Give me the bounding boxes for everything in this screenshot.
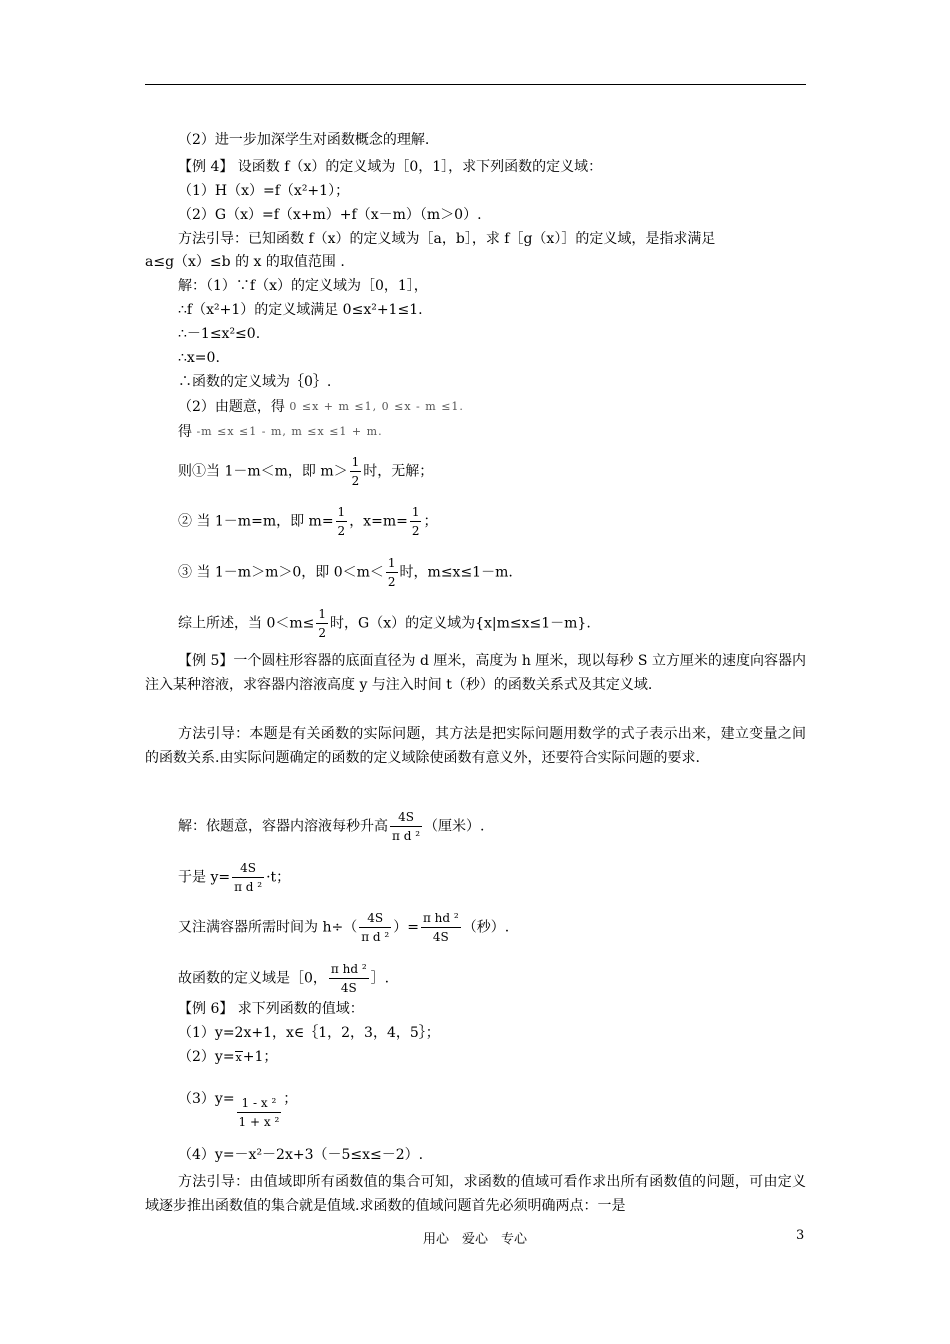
example-5-paragraph: 【例 5】一个圆柱形容器的底面直径为 d 厘米，高度为 h 厘米，现以每秒 S 立方厘米的速度向容器内注入某种溶液，求容器内溶液高度 y 与注入时间 t（秒）的函数关系式及其定义域.	[145, 653, 806, 693]
text-line: （2）y=x+1；	[178, 1049, 278, 1065]
fraction: $\frac{\text{π hd ²}}{4S}$	[422, 911, 459, 944]
text-line: 于是 y= $\frac{4S}{\text{π d ²}}$ ·t；	[178, 861, 291, 894]
fraction: $\frac{4S}{\text{π d ²}}$	[392, 810, 421, 843]
text-line: 故函数的定义域是［0， $\frac{\text{π hd ²}}{4S}$ ］.	[178, 962, 390, 995]
text-line: 解：依题意，容器内溶液每秒升高 $\frac{4S}{\text{π d ²}}$ （厘米）.	[178, 810, 485, 843]
text-line: 方法引导：已知函数 f（x）的定义域为［a，b］，求 f［g（x）］的定义域，是指求满足	[178, 231, 716, 247]
text-line: （2）G（x）=f（x+m）+f（x－m）（m＞0）.	[178, 207, 482, 223]
equation-system: -m ≤x ≤1 - m, m ≤x ≤1 + m.	[196, 425, 383, 438]
text-line: 则①当 1－m＜m，即 m＞ $\frac{1}{2}$ 时，无解；	[178, 455, 434, 488]
text-line: ∴x=0.	[178, 350, 220, 366]
text-line: （4）y=－x²－2x+3（－5≤x≤－2）.	[178, 1147, 424, 1163]
page-footer: 用心 爱心 专心	[422, 1232, 527, 1247]
page-number: 3	[796, 1228, 805, 1243]
text-line: （1）y=2x+1，x∈｛1，2，3，4，5｝；	[178, 1025, 440, 1041]
equation-system: 0 ≤x + m ≤1, 0 ≤x - m ≤1.	[289, 400, 464, 413]
text-line: ③ 当 1－m＞m＞0，即 0＜m＜ $\frac{1}{2}$ 时，m≤x≤1－m.	[178, 556, 513, 589]
fraction: $\frac{\text{1 - x ²}}{\text{1 + x ²}}$	[238, 1096, 280, 1129]
header-rule	[145, 84, 806, 85]
method-paragraph: 方法引导：本题是有关函数的实际问题，其方法是把实际问题用数学的式子表示出来，建立变量之间的函数关系.由实际问题确定的函数的定义域除使函数有意义外，还要符合实际问题的要求.	[145, 726, 806, 766]
fraction: $\frac{1}{2}$	[337, 505, 346, 538]
fraction: $\frac{1}{2}$	[387, 556, 396, 589]
fraction: $\frac{1}{2}$	[411, 505, 420, 538]
text-line: 综上所述，当 0＜m≤ $\frac{1}{2}$ 时，G（x）的定义域为{x|m≤x≤1－m}.	[178, 607, 591, 640]
text-line: ∴函数的定义域为｛0｝.	[178, 374, 332, 390]
text-line: ∴f（x²+1）的定义域满足 0≤x²+1≤1.	[178, 302, 423, 318]
text-line: （1）H（x）=f（x²+1）；	[178, 183, 350, 199]
sqrt: x	[235, 1051, 242, 1064]
text-line: （2）进一步加深学生对函数概念的理解.	[178, 132, 430, 148]
fraction: $\frac{1}{2}$	[318, 607, 327, 640]
text-line: a≤g（x）≤b 的 x 的取值范围 .	[145, 254, 345, 270]
fraction: $\frac{\text{π hd ²}}{4S}$	[330, 962, 367, 995]
text-line: （3）y= $\frac{\text{1 - x ²}}{\text{1 + x ²}}$ ；	[178, 1091, 298, 1129]
text-line: （2）由题意，得 0 ≤x + m ≤1, 0 ≤x - m ≤1.	[178, 399, 464, 415]
fraction: $\frac{4S}{\text{π d ²}}$	[361, 911, 390, 944]
text-line: 解：（1）∵f（x）的定义域为［0，1］，	[178, 278, 428, 294]
text-line: ∴－1≤x²≤0.	[178, 326, 261, 342]
fraction: $\frac{4S}{\text{π d ²}}$	[234, 861, 263, 894]
text-line: 得 -m ≤x ≤1 - m, m ≤x ≤1 + m.	[178, 424, 383, 440]
text-line: ② 当 1－m=m，即 m= $\frac{1}{2}$ ，x=m= $\frac{1}{2}$ ；	[178, 505, 438, 538]
example-4-heading: 【例 4】 设函数 f（x）的定义域为［0，1］，求下列函数的定义域：	[178, 159, 603, 175]
fraction: $\frac{1}{2}$	[351, 455, 360, 488]
method-paragraph: 方法引导：由值域即所有函数值的集合可知，求函数的值域可看作求出所有函数值的问题，可由定义域逐步推出函数值的集合就是值域.求函数的值域问题首先必须明确两点：一是	[145, 1174, 806, 1214]
text-line: 又注满容器所需时间为 h÷（ $\frac{4S}{\text{π d ²}}$ ）= $\frac{\text{π hd ²}}{4S}$ （秒）.	[178, 911, 510, 944]
example-6-heading: 【例 6】 求下列函数的值域：	[178, 1001, 364, 1017]
